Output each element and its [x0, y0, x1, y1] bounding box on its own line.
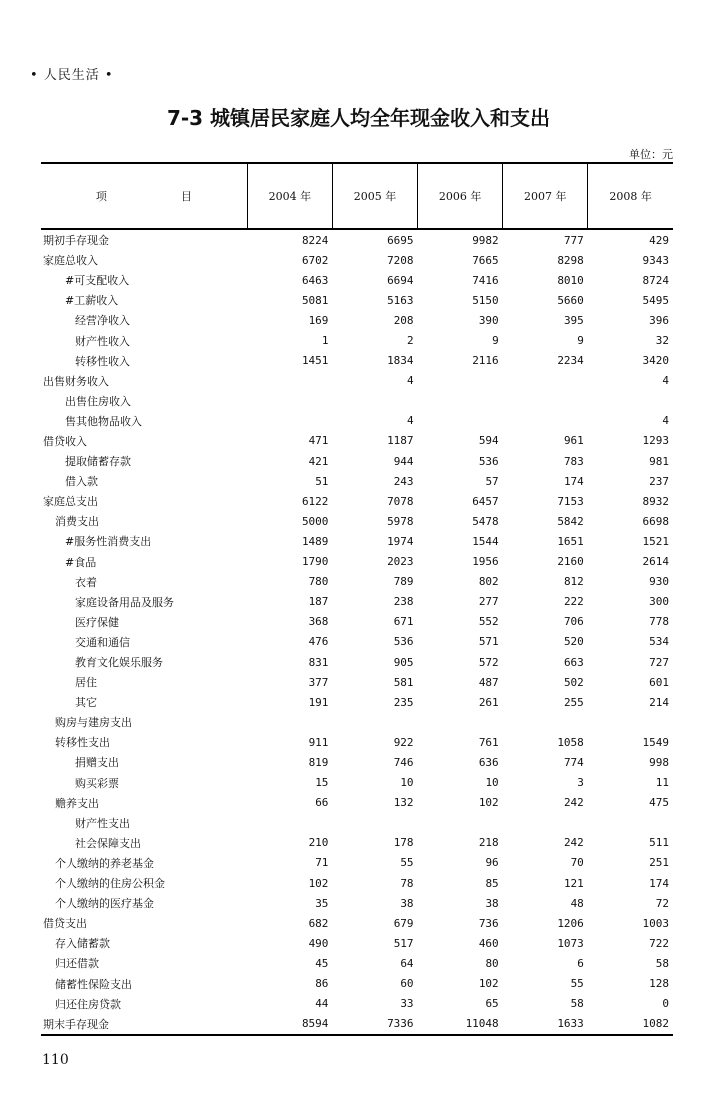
table-cell: 671 — [393, 615, 414, 629]
row-label: 借入款 — [65, 475, 98, 489]
table-cell: 237 — [649, 474, 669, 488]
table-row — [41, 431, 673, 451]
table-cell: 96 — [485, 856, 499, 870]
table-cell: 1489 — [301, 534, 329, 548]
table-cell — [247, 391, 332, 411]
row-label: 捐赠支出 — [75, 756, 119, 770]
table-cell: 746 — [393, 755, 414, 769]
row-label: 衣着 — [75, 575, 97, 589]
table-cell: 1956 — [472, 555, 499, 569]
column-header-2008: 2008 年 — [588, 163, 673, 229]
table-cell: 911 — [308, 735, 329, 749]
column-header-2005: 2005 年 — [332, 163, 417, 229]
table-cell: 831 — [308, 655, 329, 669]
row-label: 购买彩票 — [75, 776, 119, 790]
table-cell: 55 — [570, 977, 584, 991]
table-cell: 222 — [563, 595, 584, 609]
table-cell: 6694 — [387, 273, 414, 287]
table-row — [41, 371, 673, 391]
row-label: 医疗保健 — [75, 615, 119, 629]
table-cell: 8724 — [642, 273, 669, 287]
table-cell: 7153 — [557, 494, 584, 508]
table-cell: 2116 — [472, 354, 499, 368]
table-cell: 5660 — [557, 293, 584, 307]
table-row — [41, 933, 673, 953]
table-cell: 421 — [308, 454, 329, 468]
table-cell: 72 — [655, 896, 669, 910]
row-label: 居住 — [75, 676, 97, 690]
table-cell: 242 — [563, 796, 584, 810]
table-cell: 6463 — [301, 273, 329, 287]
table-cell — [588, 391, 673, 411]
table-cell: 2160 — [557, 555, 584, 569]
table-header-row — [41, 163, 673, 229]
row-label: 财产性收入 — [75, 334, 130, 348]
data-table — [41, 162, 673, 1036]
table-cell: 487 — [478, 675, 499, 689]
table-row — [41, 672, 673, 692]
table-cell: 476 — [308, 635, 329, 649]
table-cell: 48 — [570, 896, 584, 910]
table-cell: 368 — [308, 615, 329, 629]
table-cell: 208 — [393, 313, 414, 327]
table-row — [41, 973, 673, 993]
table-cell: 789 — [393, 575, 414, 589]
table-cell: 5000 — [301, 514, 329, 528]
table-cell: 7416 — [472, 273, 499, 287]
table-cell: 169 — [308, 313, 329, 327]
table-row — [41, 411, 673, 431]
table-cell: 1187 — [387, 434, 414, 448]
table-cell: 1549 — [642, 735, 669, 749]
table-cell: 5842 — [557, 514, 584, 528]
table-cell: 1544 — [472, 534, 499, 548]
table-row — [41, 250, 673, 270]
table-cell: 35 — [315, 896, 329, 910]
table-cell: 802 — [478, 575, 499, 589]
table-cell: 5495 — [642, 293, 669, 307]
table-row — [41, 592, 673, 612]
table-cell: 727 — [649, 655, 669, 669]
row-label: 财产性支出 — [75, 816, 130, 830]
table-cell: 66 — [315, 796, 329, 810]
table-cell: 251 — [649, 856, 669, 870]
table-row — [41, 712, 673, 732]
row-label: 经营净收入 — [75, 314, 130, 328]
table-cell: 10 — [400, 776, 414, 790]
page-number: 110 — [42, 1052, 69, 1068]
table-cell: 812 — [563, 575, 584, 589]
table-cell: 4 — [662, 374, 669, 388]
row-label: #工薪收入 — [65, 294, 119, 308]
table-cell: 58 — [570, 997, 584, 1011]
table-cell: 32 — [655, 334, 669, 348]
table-row — [41, 229, 673, 250]
table-row — [41, 471, 673, 491]
row-label: 购房与建房支出 — [55, 716, 132, 730]
table-row — [41, 853, 673, 873]
table-cell: 58 — [655, 956, 669, 970]
table-row — [41, 873, 673, 893]
table-cell — [588, 813, 673, 833]
column-header-2007: 2007 年 — [503, 163, 588, 229]
table-row — [41, 491, 673, 511]
table-cell: 65 — [485, 997, 499, 1011]
table-cell — [418, 813, 503, 833]
table-cell: 663 — [563, 655, 584, 669]
table-cell: 1790 — [301, 555, 329, 569]
table-row — [41, 793, 673, 813]
table-cell: 8010 — [557, 273, 584, 287]
row-label: 提取储蓄存款 — [65, 455, 131, 469]
table-cell: 536 — [478, 454, 499, 468]
table-cell: 511 — [649, 836, 669, 850]
section-header-tag: • 人民生活 • — [30, 68, 114, 83]
table-cell: 682 — [308, 916, 329, 930]
table-cell: 178 — [393, 836, 414, 850]
table-cell: 390 — [478, 313, 499, 327]
table-cell: 1521 — [642, 534, 669, 548]
table-cell: 0 — [662, 997, 669, 1011]
row-label: 交通和通信 — [75, 635, 130, 649]
table-cell: 80 — [485, 956, 499, 970]
table-cell: 128 — [649, 977, 669, 991]
table-cell: 4 — [406, 414, 414, 428]
table-row — [41, 552, 673, 572]
table-cell: 5478 — [472, 514, 499, 528]
table-cell: 4 — [406, 374, 414, 388]
page-title: 7-3 城镇居民家庭人均全年现金收入和支出 — [166, 106, 551, 130]
row-label: 借贷支出 — [43, 917, 87, 931]
table-cell: 8298 — [557, 253, 584, 267]
table-cell: 1293 — [642, 434, 669, 448]
table-cell — [503, 371, 588, 391]
column-header-2006: 2006 年 — [418, 163, 503, 229]
table-cell: 9982 — [472, 233, 499, 247]
table-cell: 706 — [563, 615, 584, 629]
table-cell: 57 — [485, 474, 499, 488]
table-row — [41, 652, 673, 672]
table-row — [41, 752, 673, 772]
table-cell: 572 — [478, 655, 499, 669]
table-cell — [503, 391, 588, 411]
table-cell: 300 — [649, 595, 669, 609]
row-label: 期末手存现金 — [41, 1014, 247, 1035]
table-cell: 174 — [563, 474, 584, 488]
table-cell: 121 — [563, 876, 584, 890]
table-cell: 277 — [478, 595, 499, 609]
table-cell: 1451 — [301, 354, 329, 368]
table-cell: 5081 — [301, 293, 329, 307]
table-row — [41, 913, 673, 933]
table-cell: 395 — [563, 313, 584, 327]
table-cell: 2023 — [387, 555, 414, 569]
table-cell: 38 — [485, 896, 499, 910]
table-cell: 78 — [400, 876, 414, 890]
table-cell: 9 — [577, 334, 584, 348]
table-cell: 601 — [649, 675, 669, 689]
table-cell: 7078 — [387, 494, 414, 508]
table-cell: 520 — [563, 635, 584, 649]
table-cell: 86 — [315, 977, 329, 991]
table-cell — [418, 391, 503, 411]
table-cell: 6457 — [472, 494, 499, 508]
row-label: 其它 — [75, 696, 97, 710]
table-cell: 552 — [478, 615, 499, 629]
table-cell: 502 — [563, 675, 584, 689]
table-row — [41, 572, 673, 592]
table-cell: 102 — [478, 977, 499, 991]
table-cell: 778 — [649, 615, 669, 629]
table-cell: 2614 — [642, 555, 669, 569]
table-cell: 6122 — [301, 494, 329, 508]
table-row — [41, 732, 673, 752]
row-label: 家庭总收入 — [43, 254, 98, 268]
table-cell: 1003 — [642, 916, 669, 930]
table-cell: 722 — [649, 936, 669, 950]
table-cell: 961 — [563, 434, 584, 448]
table-cell: 774 — [563, 755, 584, 769]
table-cell: 819 — [308, 755, 329, 769]
table-row — [41, 511, 673, 531]
table-cell: 475 — [649, 796, 669, 810]
table-cell — [503, 712, 588, 732]
table-cell: 15 — [315, 776, 329, 790]
table-cell: 9 — [492, 334, 499, 348]
table-cell: 1651 — [557, 534, 584, 548]
table-cell: 981 — [649, 454, 669, 468]
row-label: #食品 — [65, 555, 97, 569]
row-label: 个人缴纳的养老基金 — [55, 856, 154, 870]
table-cell: 85 — [485, 876, 499, 890]
table-row — [41, 612, 673, 632]
table-cell: 2 — [406, 334, 414, 348]
table-cell: 2234 — [557, 354, 584, 368]
table-cell: 8594 — [247, 1014, 332, 1035]
table-cell: 761 — [478, 735, 499, 749]
table-cell: 7208 — [387, 253, 414, 267]
table-cell: 11048 — [418, 1014, 503, 1035]
table-cell: 5978 — [387, 514, 414, 528]
table-cell: 998 — [649, 755, 669, 769]
table-cell — [332, 712, 417, 732]
table-cell: 922 — [393, 735, 414, 749]
table-cell: 460 — [478, 936, 499, 950]
table-cell: 6698 — [642, 514, 669, 528]
column-header-item: 项 目 — [41, 163, 247, 229]
row-label: 期初手存现金 — [43, 234, 109, 248]
row-label: 个人缴纳的医疗基金 — [55, 897, 154, 911]
table-cell: 60 — [400, 977, 414, 991]
table-cell: 594 — [478, 434, 499, 448]
table-cell: 102 — [308, 876, 329, 890]
table-row — [41, 290, 673, 310]
row-label: #服务性消费支出 — [65, 535, 152, 549]
table-cell: 7665 — [472, 253, 499, 267]
table-cell: 45 — [315, 956, 329, 970]
table-cell: 51 — [315, 474, 329, 488]
table-row — [41, 391, 673, 411]
row-label: 储蓄性保险支出 — [55, 977, 132, 991]
table-cell: 235 — [393, 695, 414, 709]
table-cell — [418, 712, 503, 732]
table-cell: 38 — [400, 896, 414, 910]
table-body — [41, 229, 673, 1035]
row-label: 出售住房收入 — [65, 394, 131, 408]
table-cell: 10 — [485, 776, 499, 790]
row-label: 家庭总支出 — [43, 495, 98, 509]
table-cell: 6702 — [301, 253, 329, 267]
table-cell: 238 — [393, 595, 414, 609]
table-cell: 9343 — [642, 253, 669, 267]
table-row — [41, 994, 673, 1014]
table-cell: 11 — [655, 776, 669, 790]
table-cell — [332, 813, 417, 833]
table-cell — [332, 391, 417, 411]
table-cell: 214 — [649, 695, 669, 709]
table-cell: 1082 — [588, 1014, 673, 1035]
table-cell: 1073 — [557, 936, 584, 950]
table-cell — [247, 411, 332, 431]
row-label: 教育文化娱乐服务 — [75, 656, 163, 670]
table-cell: 581 — [393, 675, 414, 689]
row-label: 存入储蓄款 — [55, 937, 110, 951]
row-label: 借贷收入 — [43, 434, 87, 448]
table-row — [41, 773, 673, 793]
table-cell: 218 — [478, 836, 499, 850]
table-cell: 242 — [563, 836, 584, 850]
table-cell: 255 — [563, 695, 584, 709]
table-cell: 8224 — [301, 233, 329, 247]
table-cell: 191 — [308, 695, 329, 709]
table-cell: 261 — [478, 695, 499, 709]
table-cell — [418, 411, 503, 431]
table-cell: 905 — [393, 655, 414, 669]
table-row — [41, 451, 673, 471]
table-cell: 44 — [315, 997, 329, 1011]
table-cell: 7336 — [332, 1014, 417, 1035]
table-cell: 71 — [315, 856, 329, 870]
row-label: 个人缴纳的住房公积金 — [55, 877, 165, 891]
table-cell: 490 — [308, 936, 329, 950]
row-label: #可支配收入 — [65, 274, 130, 288]
table-cell: 1834 — [387, 354, 414, 368]
table-row — [41, 330, 673, 350]
table-cell: 3420 — [642, 354, 669, 368]
table-cell: 174 — [649, 876, 669, 890]
table-row — [41, 953, 673, 973]
table-cell: 636 — [478, 755, 499, 769]
row-label: 转移性支出 — [55, 736, 110, 750]
table-row — [41, 1014, 673, 1035]
table-cell: 930 — [649, 575, 669, 589]
table-cell — [247, 813, 332, 833]
table-cell: 783 — [563, 454, 584, 468]
column-header-2004: 2004 年 — [247, 163, 332, 229]
table-cell: 243 — [393, 474, 414, 488]
table-cell: 4 — [662, 414, 669, 428]
table-cell — [503, 813, 588, 833]
table-cell: 679 — [393, 916, 414, 930]
table-cell — [247, 712, 332, 732]
table-cell: 6 — [577, 956, 584, 970]
table-row — [41, 893, 673, 913]
table-cell: 1206 — [557, 916, 584, 930]
table-cell: 471 — [308, 434, 329, 448]
table-cell: 70 — [570, 856, 584, 870]
row-label: 消费支出 — [55, 515, 99, 529]
table-row — [41, 692, 673, 712]
table-cell: 944 — [393, 454, 414, 468]
table-cell: 55 — [400, 856, 414, 870]
table-cell: 571 — [478, 635, 499, 649]
table-row — [41, 531, 673, 551]
table-cell: 102 — [478, 796, 499, 810]
table-cell: 377 — [308, 675, 329, 689]
table-cell: 1633 — [503, 1014, 588, 1035]
table-cell: 132 — [393, 796, 414, 810]
table-cell: 429 — [649, 233, 669, 247]
table-row — [41, 270, 673, 290]
table-cell — [588, 712, 673, 732]
table-cell: 1 — [321, 334, 329, 348]
table-cell: 3 — [577, 776, 584, 790]
row-label: 社会保障支出 — [75, 836, 141, 850]
table-cell: 396 — [649, 313, 669, 327]
unit-label: 单位：元 — [629, 148, 673, 161]
table-cell — [418, 371, 503, 391]
table-cell: 1058 — [557, 735, 584, 749]
row-label: 赡养支出 — [55, 796, 99, 810]
table-row — [41, 833, 673, 853]
table-cell: 736 — [478, 916, 499, 930]
table-cell: 5150 — [472, 293, 499, 307]
row-label: 家庭设备用品及服务 — [75, 595, 174, 609]
row-label: 转移性收入 — [75, 354, 130, 368]
table-row — [41, 813, 673, 833]
table-cell: 210 — [308, 836, 329, 850]
table-cell — [503, 411, 588, 431]
table-cell: 534 — [649, 635, 669, 649]
table-row — [41, 632, 673, 652]
table-cell: 517 — [393, 936, 414, 950]
table-cell: 536 — [393, 635, 414, 649]
table-cell: 33 — [400, 997, 414, 1011]
table-cell: 64 — [400, 956, 414, 970]
row-label: 归还借款 — [55, 957, 99, 971]
table-cell — [247, 371, 332, 391]
table-cell: 5163 — [387, 293, 414, 307]
row-label: 售其他物品收入 — [65, 414, 142, 428]
row-label: 出售财务收入 — [43, 374, 109, 388]
table-cell: 187 — [308, 595, 329, 609]
table-cell: 6695 — [387, 233, 414, 247]
table-cell: 8932 — [642, 494, 669, 508]
row-label: 归还住房贷款 — [55, 997, 121, 1011]
table-cell: 1974 — [387, 534, 414, 548]
table-cell: 777 — [563, 233, 584, 247]
table-row — [41, 351, 673, 371]
table-cell: 780 — [308, 575, 329, 589]
table-row — [41, 310, 673, 330]
